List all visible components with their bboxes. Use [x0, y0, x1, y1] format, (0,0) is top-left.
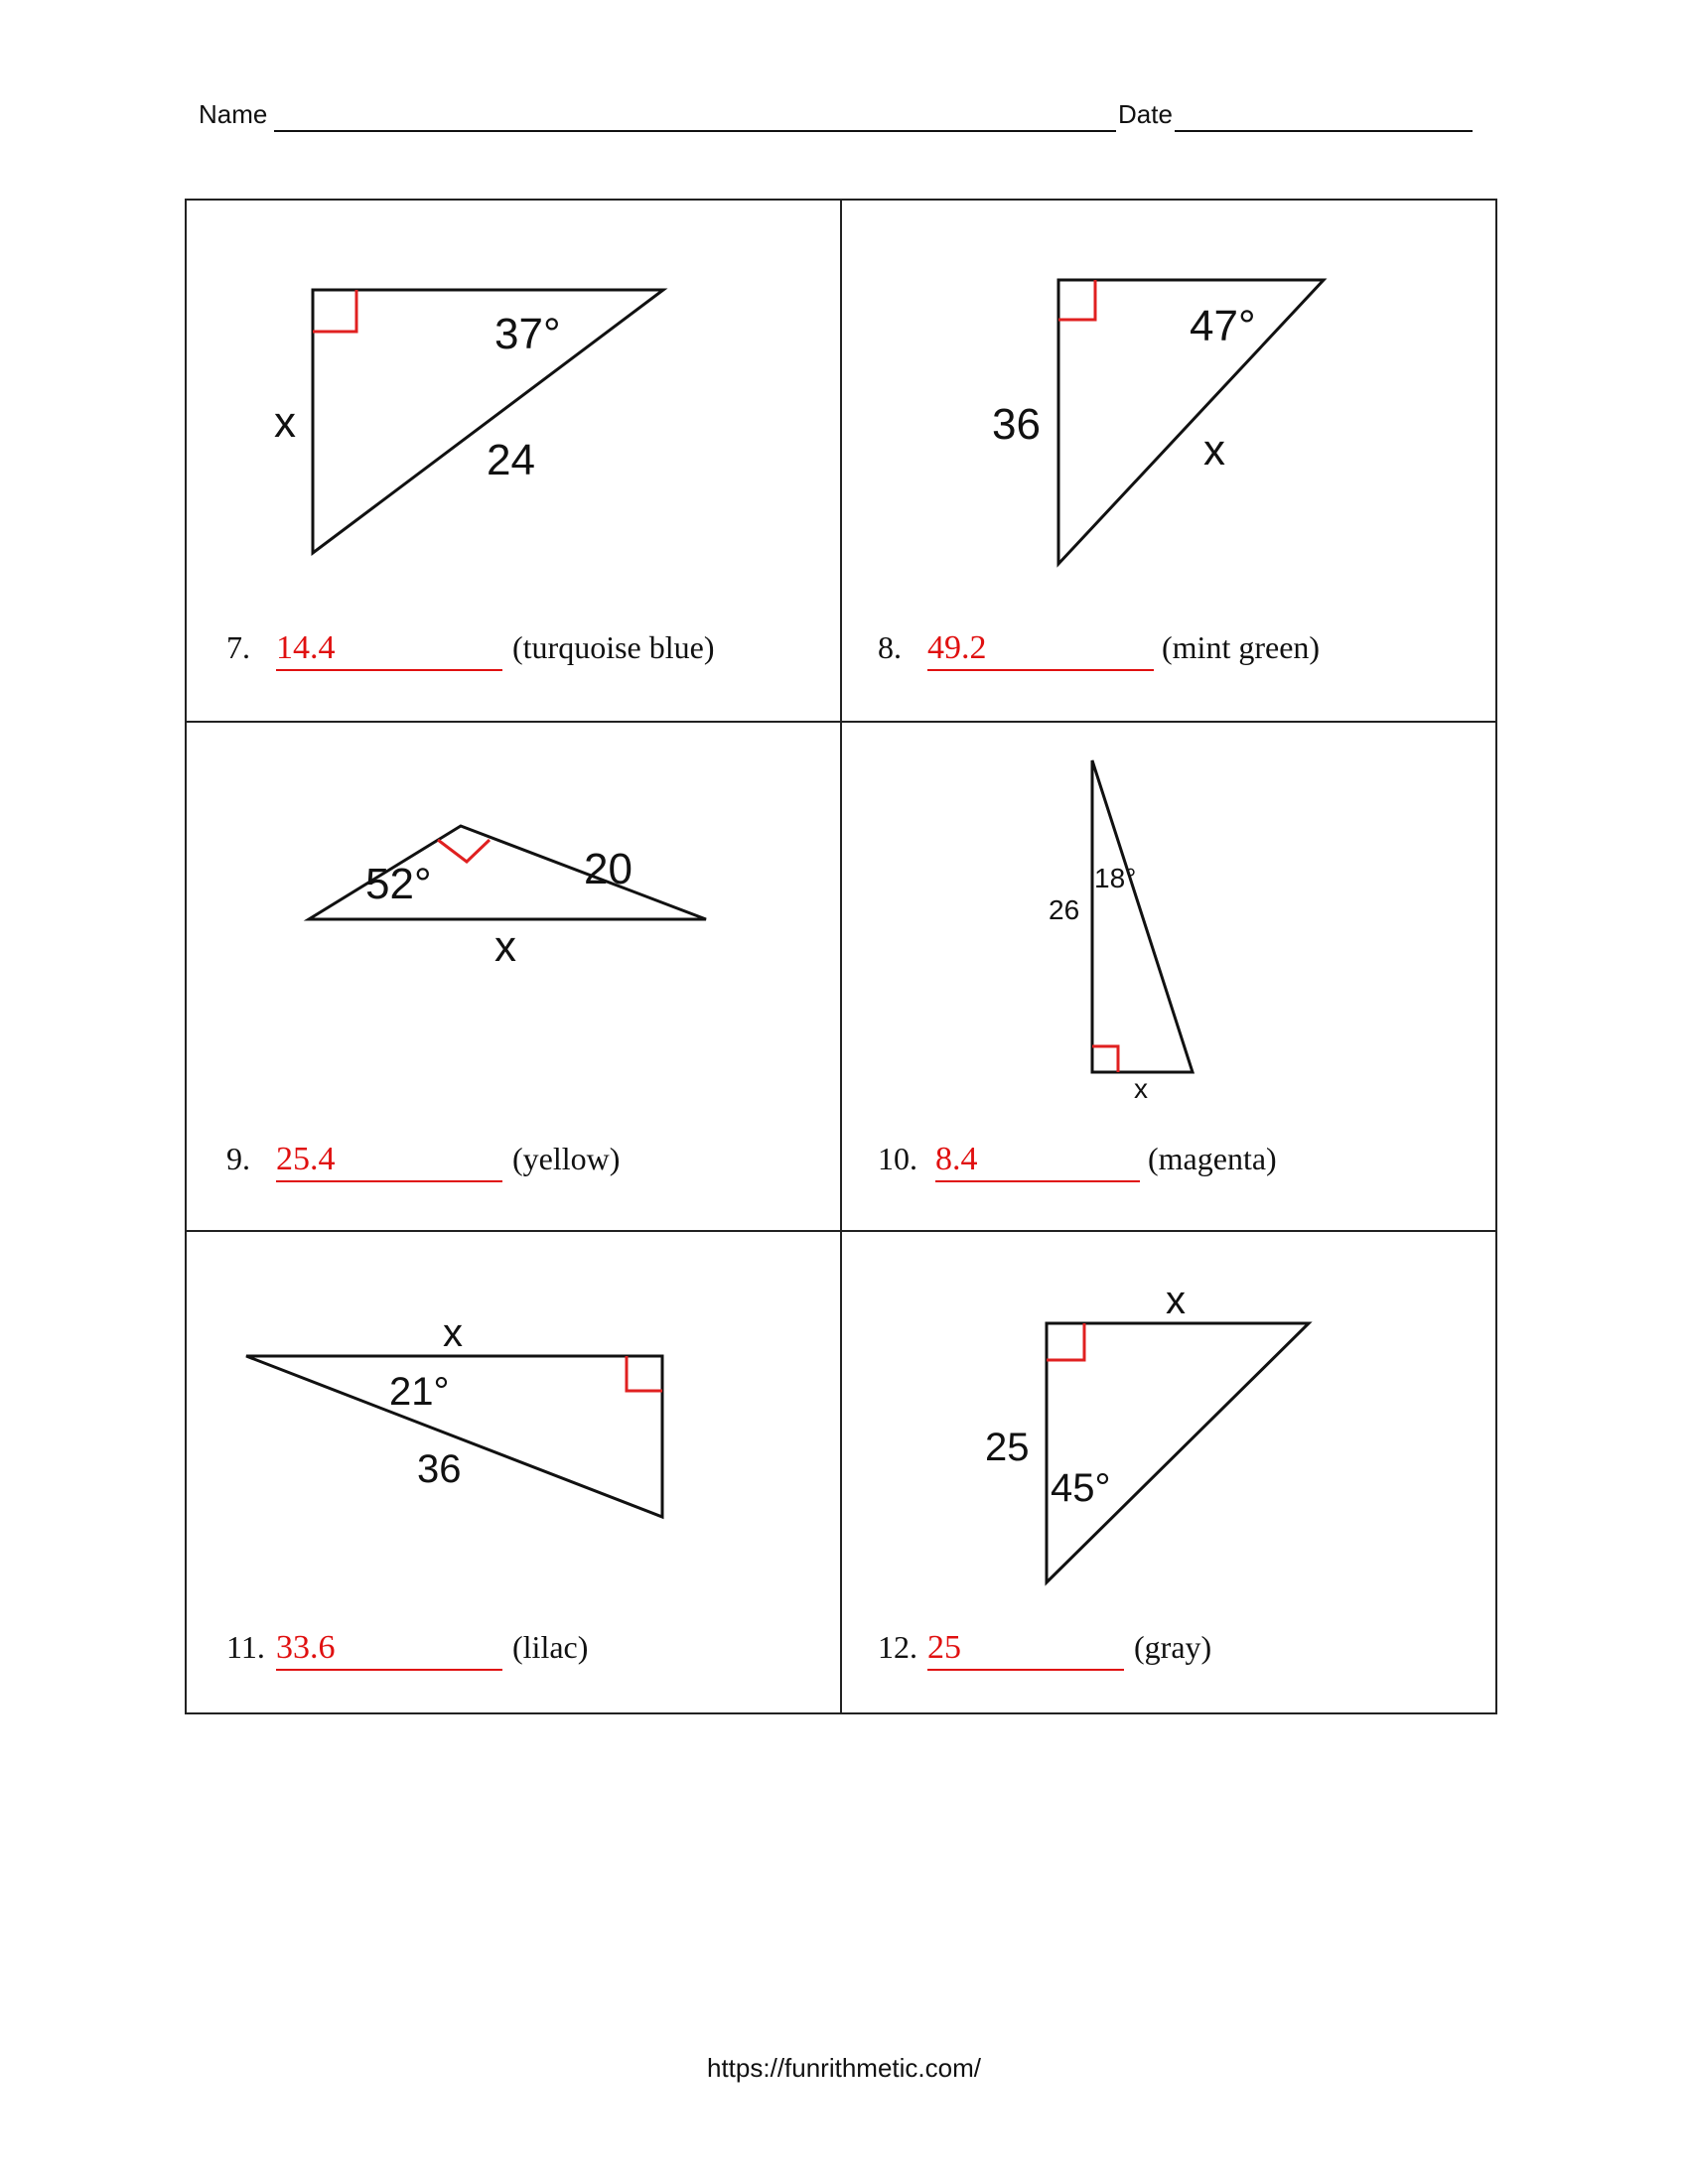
name-blank-line[interactable]: [274, 130, 1116, 132]
angle-label: 37°: [494, 310, 561, 358]
hypotenuse-label: 36: [417, 1447, 462, 1491]
top-label: x: [443, 1311, 463, 1355]
color-label: (mint green): [1162, 629, 1321, 665]
top-label: x: [1166, 1279, 1186, 1322]
answer-value: 14.4: [276, 629, 336, 666]
problem-7-answer-row: [226, 629, 822, 673]
problem-11-cell: [187, 1230, 840, 1716]
answer-value: 49.2: [927, 629, 987, 666]
problem-number: 7.: [226, 629, 250, 665]
base-label: x: [1134, 1073, 1148, 1104]
side-label: 20: [584, 845, 633, 893]
problem-11-answer-row: [226, 1629, 822, 1673]
angle-label: 47°: [1190, 302, 1256, 350]
angle-label: 21°: [389, 1370, 450, 1414]
answer-value: 8.4: [935, 1141, 978, 1177]
problem-number: 9.: [226, 1141, 250, 1176]
hypotenuse-label: x: [1203, 426, 1225, 475]
problem-8-answer-row: [878, 629, 1474, 673]
problem-grid: [185, 199, 1497, 1714]
color-label: (turquoise blue): [512, 629, 715, 665]
side-label: 26: [1049, 894, 1080, 925]
color-label: (lilac): [512, 1629, 589, 1665]
problem-number: 8.: [878, 629, 902, 665]
problem-10-answer-row: [878, 1141, 1474, 1184]
answer-value: 25.4: [276, 1141, 336, 1177]
problem-8-cell: [840, 201, 1497, 721]
problem-10-cell: [840, 721, 1497, 1230]
problem-number: 12.: [878, 1629, 917, 1665]
side-label: 36: [992, 400, 1041, 449]
color-label: (gray): [1134, 1629, 1212, 1665]
angle-label: 52°: [365, 860, 432, 908]
right-angle-marker: [1092, 1046, 1118, 1072]
answer-blank[interactable]: [276, 1629, 502, 1671]
answer-blank[interactable]: [276, 629, 502, 671]
footer-url[interactable]: https://funrithmetic.com/: [707, 2053, 981, 2083]
side-label: x: [274, 398, 296, 447]
answer-blank[interactable]: [927, 1629, 1124, 1671]
angle-label: 18°: [1094, 863, 1137, 893]
answer-value: 33.6: [276, 1629, 336, 1666]
color-label: (magenta): [1148, 1141, 1277, 1176]
side-label: 25: [985, 1426, 1030, 1469]
problem-7-cell: [187, 201, 840, 721]
problem-12-answer-row: [878, 1629, 1474, 1673]
right-angle-marker: [1058, 280, 1095, 320]
right-angle-marker: [1047, 1323, 1084, 1360]
problem-number: 10.: [878, 1141, 917, 1176]
answer-blank[interactable]: [276, 1141, 502, 1182]
base-label: x: [494, 922, 516, 971]
color-label: (yellow): [512, 1141, 621, 1176]
date-label: Date: [1118, 99, 1173, 129]
date-blank-line[interactable]: [1175, 130, 1473, 132]
problem-9-cell: [187, 721, 840, 1230]
angle-label: 45°: [1051, 1466, 1111, 1510]
right-angle-marker: [438, 840, 490, 862]
right-angle-marker: [313, 290, 356, 332]
name-label: Name: [199, 99, 268, 129]
answer-value: 25: [927, 1629, 961, 1666]
answer-blank[interactable]: [927, 629, 1154, 671]
hypotenuse-label: 24: [487, 436, 535, 484]
answer-blank[interactable]: [935, 1141, 1140, 1182]
problem-number: 11.: [226, 1629, 265, 1665]
worksheet-header: [199, 99, 1489, 139]
problem-12-cell: [840, 1230, 1497, 1716]
right-angle-marker: [627, 1356, 662, 1391]
problem-9-answer-row: [226, 1141, 822, 1184]
